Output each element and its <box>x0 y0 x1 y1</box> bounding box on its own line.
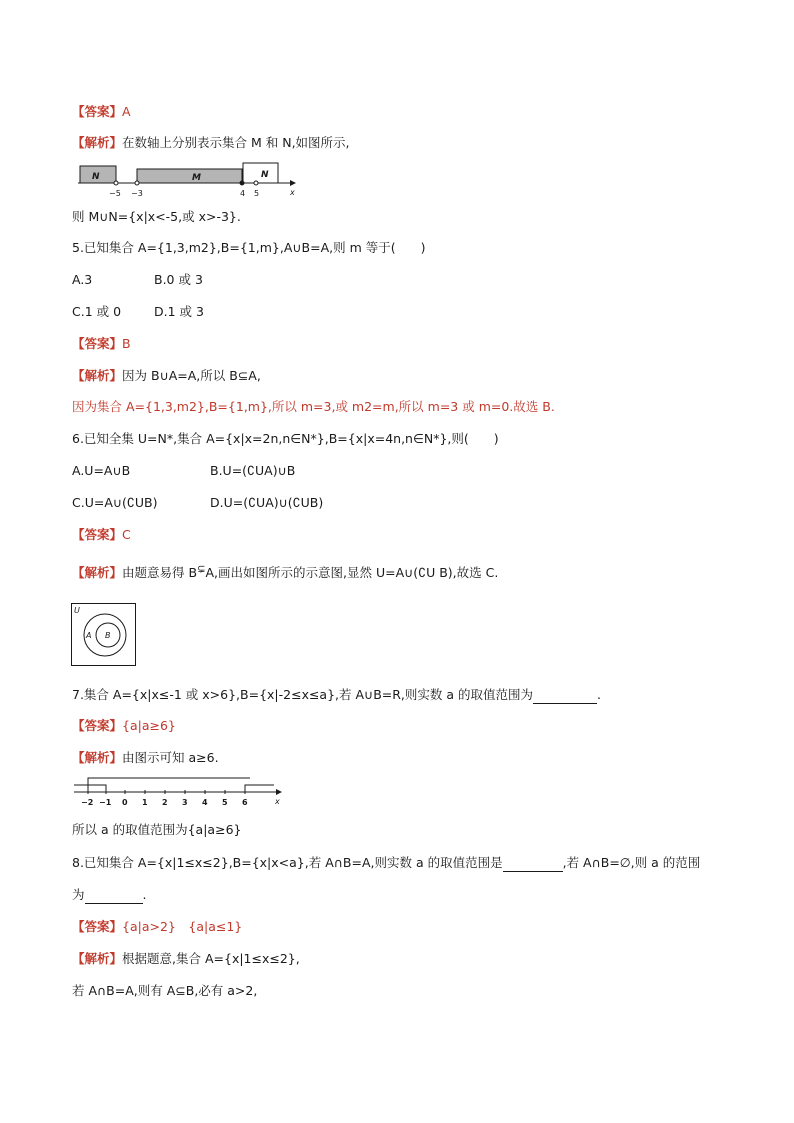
question-5-explanation-1 <box>72 367 261 385</box>
question-5-answer <box>72 335 131 353</box>
fill-in-blank <box>533 689 597 704</box>
point-minus3 <box>135 181 139 185</box>
answer-value: A <box>122 104 131 119</box>
point-minus5 <box>114 181 118 185</box>
question-6-stem <box>72 430 499 448</box>
explanation-text: 在数轴上分别表示集合 M 和 N,如图所示, <box>122 135 350 150</box>
proper-subset-symbol: ⊊ <box>197 564 206 575</box>
axis-label: x <box>275 797 280 806</box>
option-a: A.3 <box>72 272 93 287</box>
question-7-stem <box>72 686 601 704</box>
set-a-right-bracket <box>245 785 274 792</box>
question-6-text: 6.已知全集 U=N*,集合 A={x|x=2n,n∈N*},B={x|x=4n,n∈N*},则( ) <box>72 431 499 446</box>
tick-label: 5 <box>222 798 228 807</box>
question-8-text: 8.已知集合 A={x|1≤x≤2},B={x|x<a},若 A∩B=A,则实数 a 的取值范围是 <box>72 855 503 870</box>
label-b: B <box>105 631 111 640</box>
tick-label: −3 <box>131 189 143 198</box>
answer-value: B <box>122 336 131 351</box>
question-7-answer <box>72 717 176 735</box>
tick-label: 1 <box>142 798 148 807</box>
question-7-text: 7.集合 A={x|x≤-1 或 x>6},B={x|-2≤x≤a},若 A∪B=R,则实数 a 的取值范围为 <box>72 687 534 702</box>
question-8-stem-line-2 <box>72 886 147 904</box>
tick-label: 0 <box>122 798 128 807</box>
conclusion-text: 所以 a 的取值范围为{a|a≥6} <box>72 822 242 837</box>
tick-label: −2 <box>81 798 94 807</box>
number-line-figure-mn <box>74 160 304 202</box>
option-b: B.0 或 3 <box>154 272 203 287</box>
question-6-answer <box>72 526 131 544</box>
tick-label: 3 <box>182 798 188 807</box>
question-8-end: . <box>142 887 147 902</box>
explanation-tag: 【解析】 <box>72 565 123 580</box>
explanation-text: 由题意易得 B <box>122 565 198 580</box>
option-c: C.1 或 0 <box>72 304 122 319</box>
question-8-text-cont: 为 <box>72 887 85 902</box>
answer-tag: 【答案】 <box>72 919 123 934</box>
venn-diagram-figure <box>71 603 137 667</box>
answer-value: {a|a>2} {a|a≤1} <box>122 919 243 934</box>
question-8-text-mid: ,若 A∩B=∅,则 a 的范围 <box>562 855 701 870</box>
explanation-tag: 【解析】 <box>72 368 123 383</box>
tick-label: 2 <box>162 798 168 807</box>
fill-in-blank <box>85 889 143 904</box>
explanation-line-1 <box>72 134 350 152</box>
answer-tag: 【答案】 <box>72 104 123 119</box>
point-4 <box>240 181 244 185</box>
question-8-stem-line-1 <box>72 854 700 872</box>
question-7-conclusion <box>72 821 241 839</box>
explanation-tag: 【解析】 <box>72 951 123 966</box>
answer-tag: 【答案】 <box>72 527 123 542</box>
label-m: M <box>192 173 201 183</box>
fill-in-blank <box>503 857 563 872</box>
point-5 <box>254 181 258 185</box>
tick-label: 5 <box>254 189 260 198</box>
axis-arrow <box>290 180 296 186</box>
explanation-tag: 【解析】 <box>72 135 123 150</box>
explanation-tag: 【解析】 <box>72 750 123 765</box>
label-n-left: N <box>92 172 100 182</box>
option-d: D.U=(∁UA)∪(∁UB) <box>210 495 324 510</box>
question-6-options-row-2 <box>72 494 323 512</box>
set-m-region <box>137 169 242 183</box>
answer-tag: 【答案】 <box>72 718 123 733</box>
tick-label: 4 <box>240 189 246 198</box>
question-5-options-row-2 <box>72 303 204 321</box>
label-n-right: N <box>261 170 269 180</box>
union-result-text: 则 M∪N={x|x<-5,或 x>-3}. <box>72 209 241 224</box>
question-5-text: 5.已知集合 A={1,3,m2},B={1,m},A∪B=A,则 m 等于( ) <box>72 240 426 255</box>
question-8-answer <box>72 918 242 936</box>
tick-label: −1 <box>99 798 112 807</box>
explanation-text: A,画出如图所示的示意图,显然 U=A∪(∁U B),故选 C. <box>205 565 499 580</box>
set-b-bracket <box>88 778 250 792</box>
question-6-explanation <box>72 564 498 584</box>
answer-value: C <box>122 527 131 542</box>
set-a-left-bracket <box>74 785 106 792</box>
label-u: U <box>74 606 80 615</box>
answer-tag: 【答案】 <box>72 336 123 351</box>
axis-label: x <box>290 188 295 197</box>
number-line-figure-ab <box>72 774 284 810</box>
option-a: A.U=A∪B <box>72 463 131 478</box>
option-c: C.U=A∪(∁UB) <box>72 495 158 510</box>
tick-label: 6 <box>242 798 248 807</box>
answer-value: {a|a≥6} <box>122 718 176 733</box>
axis-arrow <box>276 789 282 795</box>
question-7-explanation <box>72 749 219 767</box>
question-6-options-row-1 <box>72 462 295 480</box>
option-d: D.1 或 3 <box>154 304 204 319</box>
tick-label: 4 <box>202 798 208 807</box>
tick-label: −5 <box>109 189 121 198</box>
question-5-stem <box>72 239 425 257</box>
explanation-text: 由图示可知 a≥6. <box>122 750 219 765</box>
explanation-text: 因为集合 A={1,3,m2},B={1,m},所以 m=3,或 m2=m,所以 m=3 或 m=0.故选 B. <box>72 399 555 414</box>
explanation-text: 根据题意,集合 A={x|1≤x≤2}, <box>122 951 300 966</box>
explanation-text: 若 A∩B=A,则有 A⊆B,必有 a>2, <box>72 983 258 998</box>
explanation-text: 因为 B∪A=A,所以 B⊆A, <box>122 368 261 383</box>
question-5-explanation-2 <box>72 398 555 416</box>
option-b: B.U=(∁UA)∪B <box>210 463 296 478</box>
question-8-explanation-1 <box>72 950 300 968</box>
question-8-explanation-2 <box>72 982 257 1000</box>
question-5-options-row-1 <box>72 271 203 289</box>
question-7-end: . <box>597 687 601 702</box>
union-result-line <box>72 208 241 226</box>
answer-line-1 <box>72 103 131 121</box>
label-a: A <box>86 631 92 640</box>
